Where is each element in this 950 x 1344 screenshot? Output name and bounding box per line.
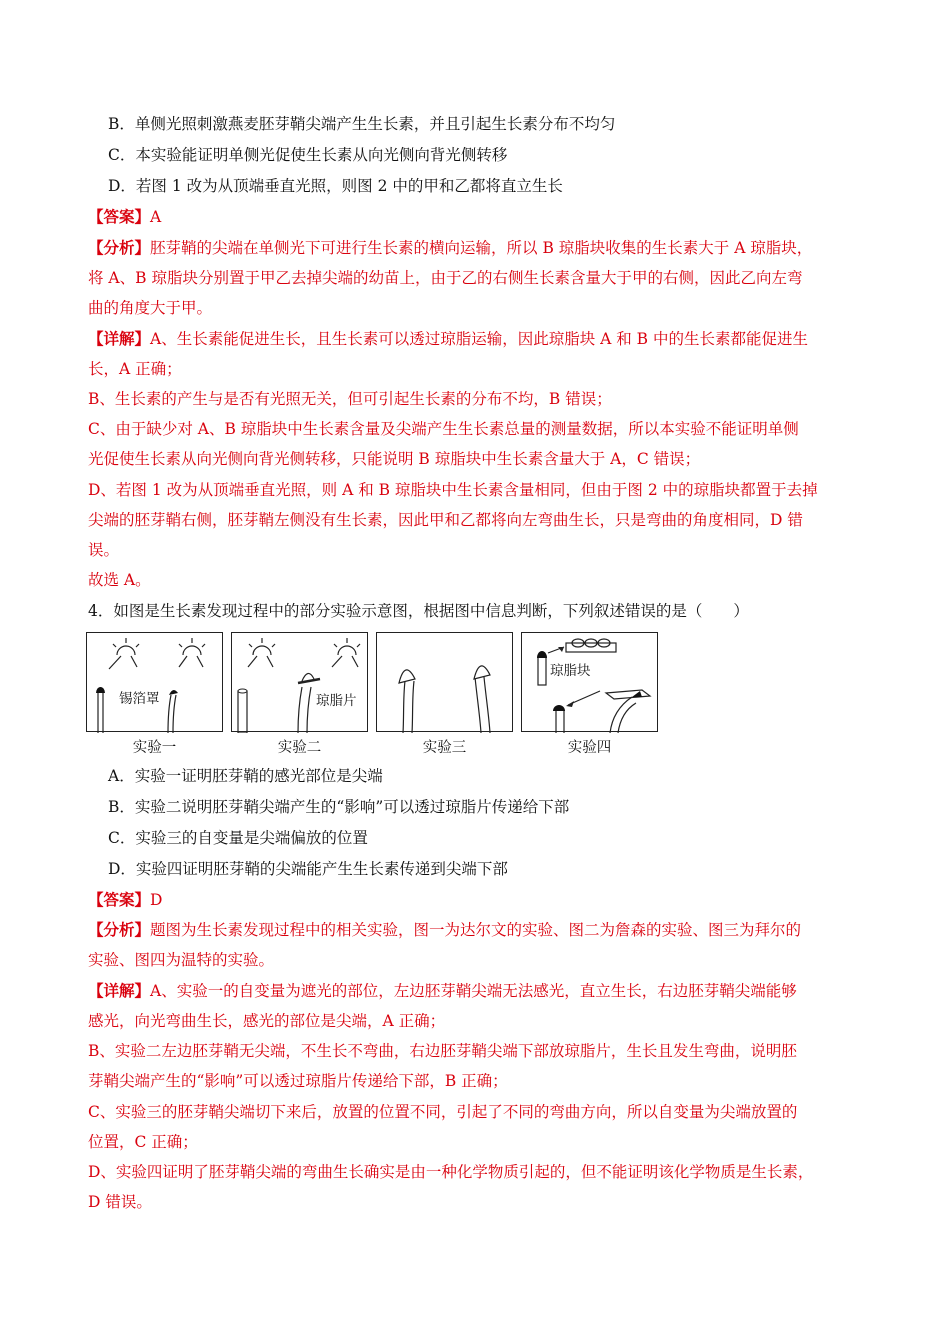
agar-block-label: 琼脂块: [550, 663, 591, 679]
experiment-3-caption: 实验三: [422, 740, 467, 756]
experiment-1-drawing: [87, 633, 224, 733]
q3-option-c: C．本实验能证明单侧光促使生长素从向光侧向背光侧转移: [108, 146, 508, 164]
q3-analysis-line-1: [88, 238, 868, 258]
experiment-4-caption: 实验四: [567, 740, 612, 756]
experiment-panel-2: [231, 632, 368, 732]
q4-detail-line-4: 芽鞘尖端产生的“影响”可以透过琼脂片传递给下部，B 正确；: [88, 1072, 508, 1090]
foil-cap-label: 锡箔罩: [119, 691, 160, 707]
answer-value: A: [150, 208, 162, 226]
q4-detail-line-3: B、实验二左边胚芽鞘无尖端，不生长不弯曲，右边胚芽鞘尖端下部放琼脂片，生长且发生弯曲，说明胚: [88, 1042, 797, 1060]
q4-answer: [88, 890, 868, 910]
q3-detail-line-8: 误。: [88, 541, 120, 559]
q3-option-b: B．单侧光照刺激燕麦胚芽鞘尖端产生生长素，并且引起生长素分布不均匀: [108, 115, 616, 133]
q3-detail-line-2: 长，A 正确；: [88, 360, 182, 378]
detail-text: A、生长素能促进生长，且生长素可以透过琼脂运输，因此琼脂块 A 和 B 中的生长素都能促进生: [150, 330, 809, 348]
q3-detail-line-5: 光促使生长素从向光侧向背光侧转移，只能说明 B 琼脂块中生长素含量大于 A，C 错误；: [88, 450, 701, 468]
q3-detail-line-1: [88, 329, 868, 349]
experiment-4-drawing: [522, 633, 659, 733]
agar-sheet-label: 琼脂片: [316, 693, 357, 709]
q3-detail-line-7: 尖端的胚芽鞘右侧，胚芽鞘左侧没有生长素，因此甲和乙都将向左弯曲生长，只是弯曲的角度相同，D 错: [88, 511, 803, 529]
experiment-3-drawing: [377, 633, 514, 733]
q4-analysis-line-1: [88, 920, 868, 940]
q4-detail-line-6: 位置，C 正确；: [88, 1133, 198, 1151]
experiment-panel-1: [86, 632, 223, 732]
analysis-tag: 【分析】: [88, 920, 151, 939]
experiment-1-caption: 实验一: [132, 740, 177, 756]
experiment-figure: [86, 632, 666, 762]
experiment-panel-4: [521, 632, 658, 732]
q4-detail-line-8: D 错误。: [88, 1193, 152, 1211]
detail-text: A、实验一的自变量为遮光的部位，左边胚芽鞘尖端无法感光，直立生长，右边胚芽鞘尖端能够: [150, 982, 797, 1000]
analysis-tag: 【分析】: [88, 238, 151, 257]
q4-option-a: A．实验一证明胚芽鞘的感光部位是尖端: [108, 767, 383, 785]
q3-detail-line-4: C、由于缺少对 A、B 琼脂块中生长素含量及尖端产生生长素总量的测量数据，所以本实验不能证明单侧: [88, 420, 799, 438]
experiment-2-drawing: [232, 633, 369, 733]
q4-option-c: C．实验三的自变量是尖端偏放的位置: [108, 829, 368, 847]
q3-answer: [88, 207, 868, 227]
answer-tag: 【答案】: [88, 890, 151, 909]
q4-option-b: B．实验二说明胚芽鞘尖端产生的“影响”可以透过琼脂片传递给下部: [108, 798, 570, 816]
q4-detail-line-2: 感光，向光弯曲生长，感光的部位是尖端，A 正确；: [88, 1012, 446, 1030]
q3-analysis-line-3: 曲的角度大于甲。: [88, 299, 213, 317]
experiment-panel-3: [376, 632, 513, 732]
analysis-text: 胚芽鞘的尖端在单侧光下可进行生长素的横向运输，所以 B 琼脂块收集的生长素大于 A 琼脂块，: [150, 239, 813, 257]
detail-tag: 【详解】: [88, 981, 151, 1000]
answer-value: D: [150, 891, 163, 909]
answer-tag: 【答案】: [88, 207, 151, 226]
experiment-2-caption: 实验二: [277, 740, 322, 756]
q3-conclusion: 故选 A。: [88, 571, 151, 589]
q4-detail-line-7: D、实验四证明了胚芽鞘尖端的弯曲生长确实是由一种化学物质引起的，但不能证明该化学物质是生长素，: [88, 1163, 814, 1181]
q4-analysis-line-2: 实验、图四为温特的实验。: [88, 951, 275, 969]
q4-option-d: D．实验四证明胚芽鞘的尖端能产生生长素传递到尖端下部: [108, 860, 508, 878]
q4-detail-line-5: C、实验三的胚芽鞘尖端切下来后，放置的位置不同，引起了不同的弯曲方向，所以自变量为尖端放置的: [88, 1103, 798, 1121]
q4-stem: 4．如图是生长素发现过程中的部分实验示意图，根据图中信息判断，下列叙述错误的是（ ）: [88, 602, 749, 620]
analysis-text: 题图为生长素发现过程中的相关实验，图一为达尔文的实验、图二为詹森的实验、图三为拜尔的: [150, 921, 802, 939]
q3-analysis-line-2: 将 A、B 琼脂块分别置于甲乙去掉尖端的幼苗上，由于乙的右侧生长素含量大于甲的右侧，因此乙向左弯: [88, 269, 803, 287]
q3-option-d: D．若图 1 改为从顶端垂直光照，则图 2 中的甲和乙都将直立生长: [108, 177, 563, 195]
q3-detail-line-6: D、若图 1 改为从顶端垂直光照，则 A 和 B 琼脂块中生长素含量相同，但由于图 2 中的琼脂块都置于去掉: [88, 481, 818, 499]
q3-detail-line-3: B、生长素的产生与是否有光照无关，但可引起生长素的分布不均，B 错误；: [88, 390, 612, 408]
q4-detail-line-1: [88, 981, 868, 1001]
detail-tag: 【详解】: [88, 329, 151, 348]
